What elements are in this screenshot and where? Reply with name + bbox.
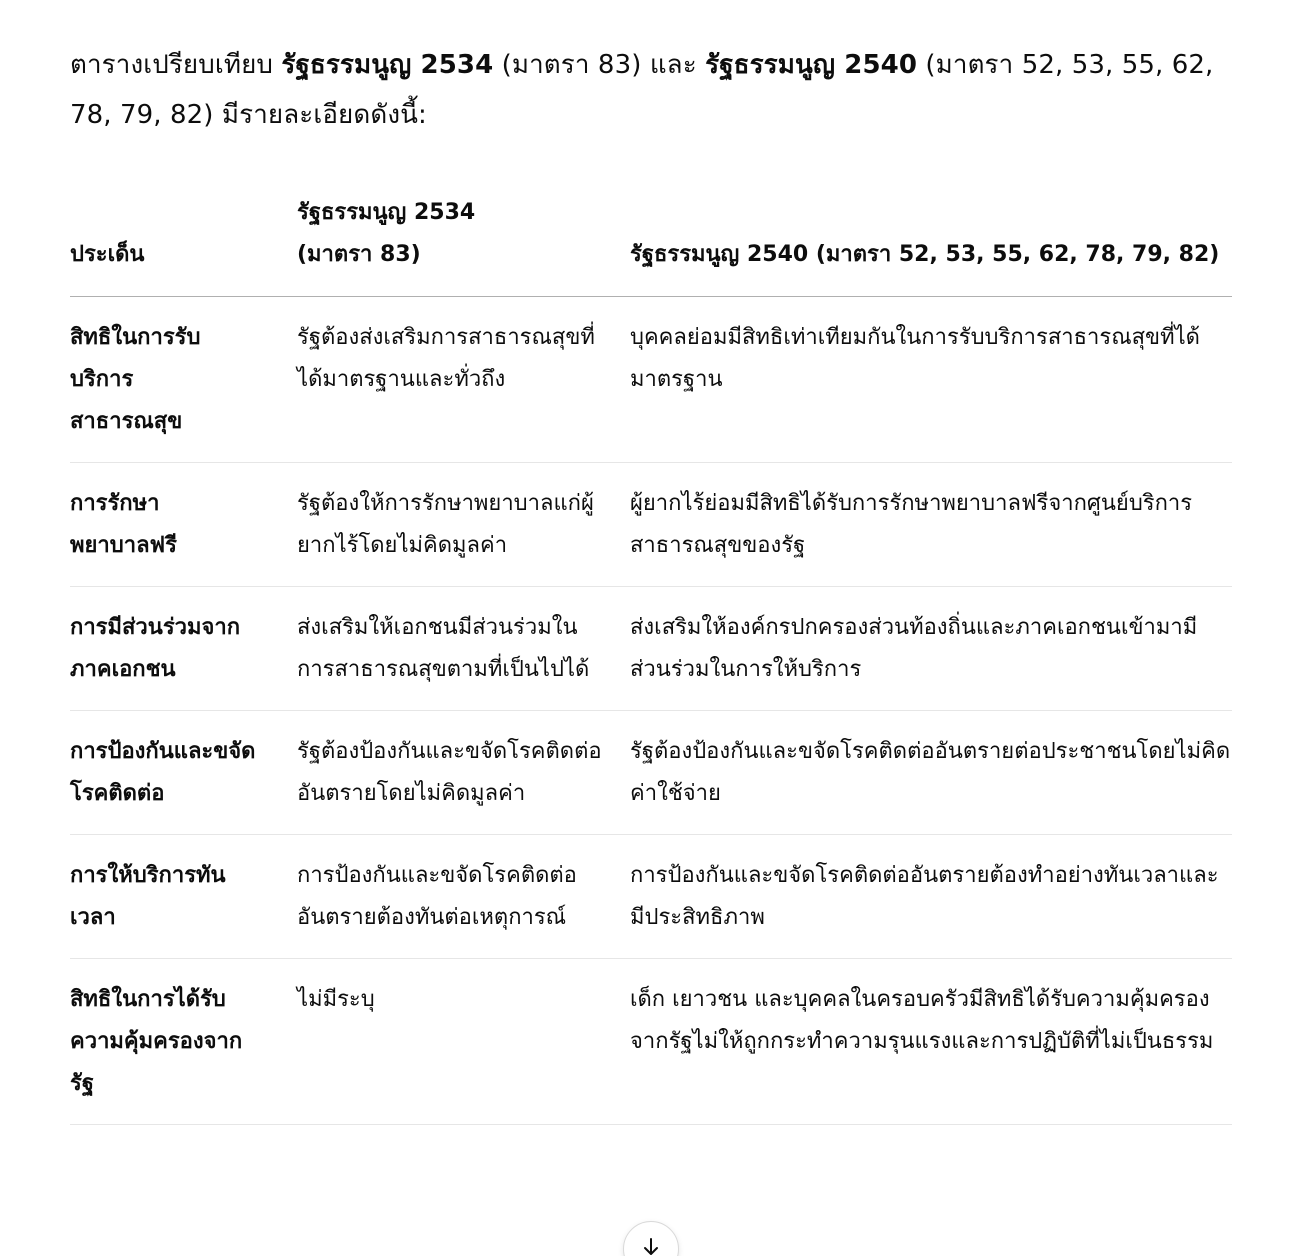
table-row	[70, 711, 1232, 835]
intro-constitution-2540: รัฐธรรมนูญ 2540	[705, 50, 918, 80]
table-row	[70, 587, 1232, 711]
table-header	[70, 192, 1232, 297]
row-constitution-2540: เด็ก เยาวชน และบุคคลในครอบครัวมีสิทธิได้รับความคุ้มครองจากรัฐไม่ให้ถูกกระทำความรุนแรงและการปฏิบัติที่ไม่เป็นธรรม	[630, 959, 1232, 1125]
table-body	[70, 297, 1232, 1125]
row-issue: สิทธิในการได้รับความคุ้มครองจากรัฐ	[70, 959, 297, 1125]
header-constitution-2540: รัฐธรรมนูญ 2540 (มาตรา 52, 53, 55, 62, 78, 79, 82)	[630, 192, 1232, 297]
header-constitution-2534: รัฐธรรมนูญ 2534 (มาตรา 83)	[297, 192, 630, 297]
intro-prefix: ตารางเปรียบเทียบ	[70, 50, 282, 80]
table-row	[70, 463, 1232, 587]
row-issue: การป้องกันและขจัดโรคติดต่อ	[70, 711, 297, 835]
row-constitution-2534: การป้องกันและขจัดโรคติดต่ออันตรายต้องทันต่อเหตุการณ์	[297, 835, 630, 959]
row-issue: การมีส่วนร่วมจากภาคเอกชน	[70, 587, 297, 711]
intro-articles-2534: (มาตรา 83) และ	[493, 50, 706, 80]
row-issue: สิทธิในการรับบริการสาธารณสุข	[70, 297, 297, 463]
scroll-to-bottom-button[interactable]	[623, 1221, 679, 1256]
row-constitution-2534: ไม่มีระบุ	[297, 959, 630, 1125]
table-header-row	[70, 192, 1232, 297]
header-issue: ประเด็น	[70, 192, 297, 297]
row-constitution-2534: รัฐต้องส่งเสริมการสาธารณสุขที่ได้มาตรฐานและทั่วถึง	[297, 297, 630, 463]
row-constitution-2534: รัฐต้องป้องกันและขจัดโรคติดต่ออันตรายโดยไม่คิดมูลค่า	[297, 711, 630, 835]
table-row	[70, 835, 1232, 959]
row-constitution-2540: การป้องกันและขจัดโรคติดต่ออันตรายต้องทำอย่างทันเวลาและมีประสิทธิภาพ	[630, 835, 1232, 959]
row-constitution-2540: รัฐต้องป้องกันและขจัดโรคติดต่ออันตรายต่อประชาชนโดยไม่คิดค่าใช้จ่าย	[630, 711, 1232, 835]
row-constitution-2540: บุคคลย่อมมีสิทธิเท่าเทียมกันในการรับบริการสาธารณสุขที่ได้มาตรฐาน	[630, 297, 1232, 463]
row-constitution-2534: ส่งเสริมให้เอกชนมีส่วนร่วมในการสาธารณสุขตามที่เป็นไปได้	[297, 587, 630, 711]
message-content	[70, 40, 1232, 1125]
row-issue: การรักษาพยาบาลฟรี	[70, 463, 297, 587]
arrow-down-icon	[640, 1236, 662, 1256]
table-row	[70, 297, 1232, 463]
intro-constitution-2534: รัฐธรรมนูญ 2534	[281, 50, 494, 80]
intro-articles-2540: (มาตรา 52, 53, 55, 62, 78, 79, 82) มีรายละเอียดดังนี้:	[70, 50, 1214, 130]
row-issue: การให้บริการทันเวลา	[70, 835, 297, 959]
row-constitution-2540: ผู้ยากไร้ย่อมมีสิทธิได้รับการรักษาพยาบาลฟรีจากศูนย์บริการสาธารณสุขของรัฐ	[630, 463, 1232, 587]
table-row	[70, 959, 1232, 1125]
comparison-table	[70, 192, 1232, 1125]
intro-paragraph	[70, 40, 1232, 140]
row-constitution-2540: ส่งเสริมให้องค์กรปกครองส่วนท้องถิ่นและภาคเอกชนเข้ามามีส่วนร่วมในการให้บริการ	[630, 587, 1232, 711]
row-constitution-2534: รัฐต้องให้การรักษาพยาบาลแก่ผู้ยากไร้โดยไม่คิดมูลค่า	[297, 463, 630, 587]
